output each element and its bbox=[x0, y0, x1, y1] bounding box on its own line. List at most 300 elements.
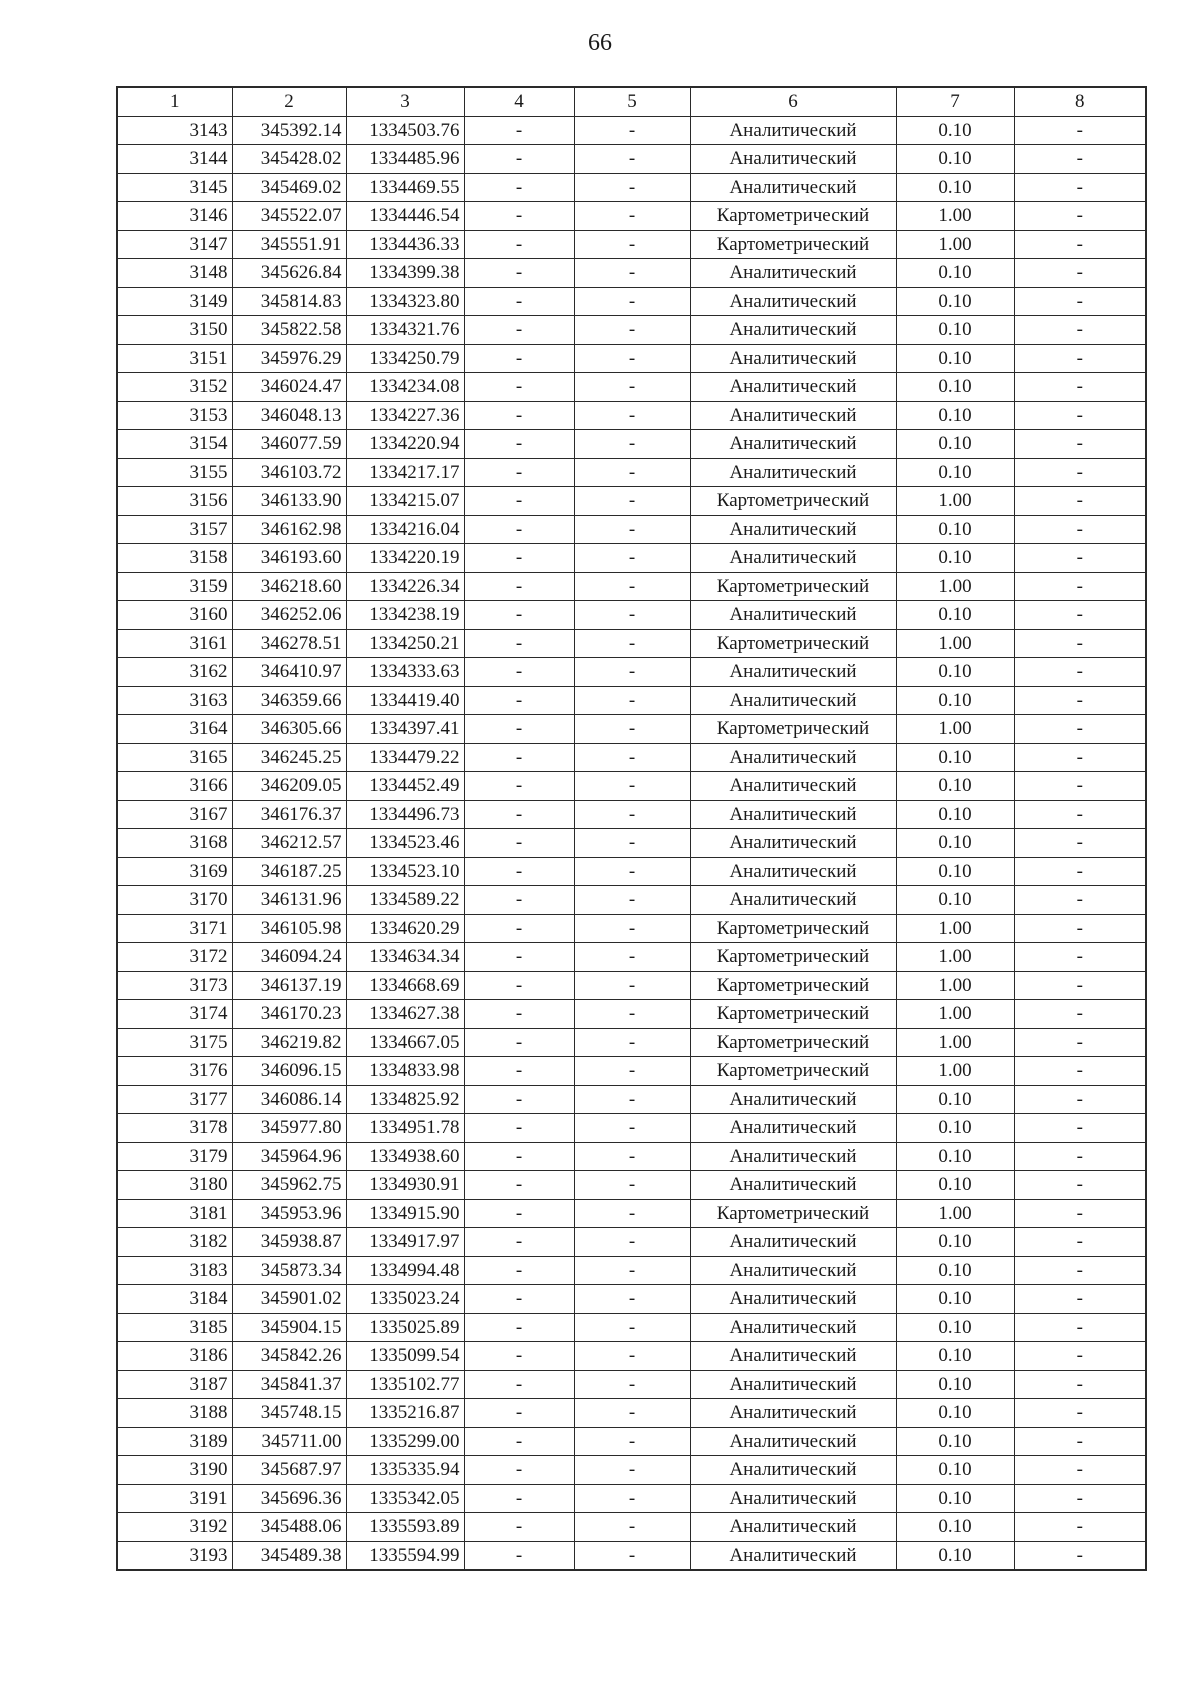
cell-col-4: - bbox=[464, 601, 574, 630]
cell-accuracy: 0.10 bbox=[896, 544, 1014, 573]
cell-x-coordinate: 346176.37 bbox=[232, 800, 346, 829]
cell-col-8: - bbox=[1014, 1256, 1146, 1285]
cell-col-4: - bbox=[464, 401, 574, 430]
cell-y-coordinate: 1334250.79 bbox=[346, 344, 464, 373]
cell-y-coordinate: 1334930.91 bbox=[346, 1171, 464, 1200]
cell-col-8: - bbox=[1014, 971, 1146, 1000]
cell-x-coordinate: 345696.36 bbox=[232, 1484, 346, 1513]
cell-y-coordinate: 1334227.36 bbox=[346, 401, 464, 430]
cell-point-number: 3183 bbox=[117, 1256, 232, 1285]
cell-method: Аналитический bbox=[690, 373, 896, 402]
cell-point-number: 3164 bbox=[117, 715, 232, 744]
table-row bbox=[117, 202, 1146, 231]
cell-x-coordinate: 346024.47 bbox=[232, 373, 346, 402]
cell-col-8: - bbox=[1014, 401, 1146, 430]
cell-col-8: - bbox=[1014, 1399, 1146, 1428]
cell-col-8: - bbox=[1014, 116, 1146, 145]
cell-x-coordinate: 346193.60 bbox=[232, 544, 346, 573]
cell-point-number: 3172 bbox=[117, 943, 232, 972]
cell-col-4: - bbox=[464, 1000, 574, 1029]
cell-method: Аналитический bbox=[690, 1342, 896, 1371]
cell-col-5: - bbox=[574, 1000, 690, 1029]
cell-y-coordinate: 1334668.69 bbox=[346, 971, 464, 1000]
cell-accuracy: 0.10 bbox=[896, 458, 1014, 487]
cell-y-coordinate: 1334323.80 bbox=[346, 287, 464, 316]
cell-method: Аналитический bbox=[690, 658, 896, 687]
cell-col-5: - bbox=[574, 857, 690, 886]
cell-y-coordinate: 1334503.76 bbox=[346, 116, 464, 145]
cell-y-coordinate: 1334523.10 bbox=[346, 857, 464, 886]
cell-col-4: - bbox=[464, 829, 574, 858]
cell-col-8: - bbox=[1014, 344, 1146, 373]
cell-col-5: - bbox=[574, 800, 690, 829]
cell-method: Аналитический bbox=[690, 515, 896, 544]
cell-col-5: - bbox=[574, 1199, 690, 1228]
cell-x-coordinate: 346359.66 bbox=[232, 686, 346, 715]
cell-col-5: - bbox=[574, 458, 690, 487]
cell-y-coordinate: 1334496.73 bbox=[346, 800, 464, 829]
cell-col-8: - bbox=[1014, 857, 1146, 886]
cell-x-coordinate: 346278.51 bbox=[232, 629, 346, 658]
table-row bbox=[117, 1427, 1146, 1456]
cell-x-coordinate: 345626.84 bbox=[232, 259, 346, 288]
cell-col-8: - bbox=[1014, 1057, 1146, 1086]
cell-col-5: - bbox=[574, 116, 690, 145]
cell-col-5: - bbox=[574, 1513, 690, 1542]
cell-method: Аналитический bbox=[690, 829, 896, 858]
cell-accuracy: 0.10 bbox=[896, 886, 1014, 915]
cell-point-number: 3169 bbox=[117, 857, 232, 886]
cell-method: Аналитический bbox=[690, 1228, 896, 1257]
cell-col-8: - bbox=[1014, 145, 1146, 174]
cell-col-5: - bbox=[574, 1142, 690, 1171]
table-row bbox=[117, 515, 1146, 544]
cell-accuracy: 0.10 bbox=[896, 1285, 1014, 1314]
cell-col-8: - bbox=[1014, 1342, 1146, 1371]
cell-y-coordinate: 1334238.19 bbox=[346, 601, 464, 630]
cell-y-coordinate: 1335594.99 bbox=[346, 1541, 464, 1570]
table-row bbox=[117, 344, 1146, 373]
cell-point-number: 3185 bbox=[117, 1313, 232, 1342]
cell-col-8: - bbox=[1014, 373, 1146, 402]
cell-accuracy: 0.10 bbox=[896, 515, 1014, 544]
cell-col-5: - bbox=[574, 1399, 690, 1428]
cell-col-4: - bbox=[464, 1057, 574, 1086]
cell-x-coordinate: 346048.13 bbox=[232, 401, 346, 430]
cell-col-4: - bbox=[464, 1513, 574, 1542]
cell-col-5: - bbox=[574, 344, 690, 373]
cell-y-coordinate: 1334220.19 bbox=[346, 544, 464, 573]
cell-point-number: 3144 bbox=[117, 145, 232, 174]
cell-point-number: 3165 bbox=[117, 743, 232, 772]
cell-x-coordinate: 345822.58 bbox=[232, 316, 346, 345]
cell-x-coordinate: 346103.72 bbox=[232, 458, 346, 487]
cell-x-coordinate: 346077.59 bbox=[232, 430, 346, 459]
table-row bbox=[117, 1484, 1146, 1513]
cell-accuracy: 1.00 bbox=[896, 1028, 1014, 1057]
cell-col-4: - bbox=[464, 914, 574, 943]
cell-point-number: 3146 bbox=[117, 202, 232, 231]
table-row bbox=[117, 116, 1146, 145]
cell-col-8: - bbox=[1014, 1313, 1146, 1342]
cell-col-5: - bbox=[574, 1114, 690, 1143]
cell-point-number: 3190 bbox=[117, 1456, 232, 1485]
cell-x-coordinate: 346252.06 bbox=[232, 601, 346, 630]
cell-col-4: - bbox=[464, 145, 574, 174]
cell-accuracy: 0.10 bbox=[896, 373, 1014, 402]
cell-accuracy: 0.10 bbox=[896, 601, 1014, 630]
cell-point-number: 3150 bbox=[117, 316, 232, 345]
table-row bbox=[117, 1342, 1146, 1371]
cell-col-5: - bbox=[574, 544, 690, 573]
cell-accuracy: 0.10 bbox=[896, 1256, 1014, 1285]
cell-method: Картометрический bbox=[690, 1057, 896, 1086]
cell-col-4: - bbox=[464, 1228, 574, 1257]
cell-col-5: - bbox=[574, 1228, 690, 1257]
cell-point-number: 3178 bbox=[117, 1114, 232, 1143]
cell-col-4: - bbox=[464, 1399, 574, 1428]
cell-method: Картометрический bbox=[690, 572, 896, 601]
cell-method: Аналитический bbox=[690, 1541, 896, 1570]
coordinates-table bbox=[116, 86, 1147, 1571]
cell-y-coordinate: 1334627.38 bbox=[346, 1000, 464, 1029]
cell-y-coordinate: 1334915.90 bbox=[346, 1199, 464, 1228]
cell-col-8: - bbox=[1014, 772, 1146, 801]
table-row bbox=[117, 1456, 1146, 1485]
cell-y-coordinate: 1334234.08 bbox=[346, 373, 464, 402]
cell-x-coordinate: 346187.25 bbox=[232, 857, 346, 886]
cell-accuracy: 0.10 bbox=[896, 658, 1014, 687]
cell-accuracy: 0.10 bbox=[896, 686, 1014, 715]
cell-accuracy: 1.00 bbox=[896, 202, 1014, 231]
cell-x-coordinate: 345489.38 bbox=[232, 1541, 346, 1570]
cell-col-4: - bbox=[464, 857, 574, 886]
cell-method: Аналитический bbox=[690, 772, 896, 801]
cell-y-coordinate: 1334226.34 bbox=[346, 572, 464, 601]
cell-col-4: - bbox=[464, 658, 574, 687]
cell-x-coordinate: 345953.96 bbox=[232, 1199, 346, 1228]
column-header-3: 3 bbox=[346, 87, 464, 116]
cell-x-coordinate: 345904.15 bbox=[232, 1313, 346, 1342]
cell-method: Картометрический bbox=[690, 1199, 896, 1228]
table-body bbox=[117, 116, 1146, 1570]
cell-accuracy: 0.10 bbox=[896, 430, 1014, 459]
cell-x-coordinate: 345977.80 bbox=[232, 1114, 346, 1143]
cell-method: Аналитический bbox=[690, 686, 896, 715]
cell-col-8: - bbox=[1014, 259, 1146, 288]
cell-y-coordinate: 1335023.24 bbox=[346, 1285, 464, 1314]
cell-col-8: - bbox=[1014, 430, 1146, 459]
cell-accuracy: 1.00 bbox=[896, 629, 1014, 658]
cell-method: Аналитический bbox=[690, 1313, 896, 1342]
cell-method: Аналитический bbox=[690, 1484, 896, 1513]
cell-col-5: - bbox=[574, 829, 690, 858]
cell-col-8: - bbox=[1014, 1228, 1146, 1257]
cell-method: Аналитический bbox=[690, 259, 896, 288]
table-row bbox=[117, 1399, 1146, 1428]
cell-accuracy: 0.10 bbox=[896, 1399, 1014, 1428]
cell-col-4: - bbox=[464, 1370, 574, 1399]
cell-col-5: - bbox=[574, 914, 690, 943]
cell-col-5: - bbox=[574, 316, 690, 345]
cell-y-coordinate: 1334479.22 bbox=[346, 743, 464, 772]
cell-method: Аналитический bbox=[690, 1256, 896, 1285]
table-row bbox=[117, 1199, 1146, 1228]
cell-col-4: - bbox=[464, 1114, 574, 1143]
cell-point-number: 3158 bbox=[117, 544, 232, 573]
cell-col-8: - bbox=[1014, 601, 1146, 630]
cell-method: Аналитический bbox=[690, 1456, 896, 1485]
cell-col-5: - bbox=[574, 202, 690, 231]
cell-point-number: 3188 bbox=[117, 1399, 232, 1428]
cell-col-8: - bbox=[1014, 173, 1146, 202]
cell-y-coordinate: 1334917.97 bbox=[346, 1228, 464, 1257]
cell-col-8: - bbox=[1014, 1142, 1146, 1171]
cell-accuracy: 0.10 bbox=[896, 1342, 1014, 1371]
cell-col-4: - bbox=[464, 344, 574, 373]
table-row bbox=[117, 1370, 1146, 1399]
cell-y-coordinate: 1334436.33 bbox=[346, 230, 464, 259]
cell-method: Аналитический bbox=[690, 886, 896, 915]
cell-method: Аналитический bbox=[690, 173, 896, 202]
cell-col-5: - bbox=[574, 1484, 690, 1513]
cell-col-8: - bbox=[1014, 1199, 1146, 1228]
cell-y-coordinate: 1334589.22 bbox=[346, 886, 464, 915]
column-header-5: 5 bbox=[574, 87, 690, 116]
cell-col-8: - bbox=[1014, 629, 1146, 658]
cell-point-number: 3152 bbox=[117, 373, 232, 402]
cell-point-number: 3189 bbox=[117, 1427, 232, 1456]
cell-col-8: - bbox=[1014, 943, 1146, 972]
column-header-6: 6 bbox=[690, 87, 896, 116]
cell-col-5: - bbox=[574, 430, 690, 459]
cell-col-4: - bbox=[464, 1313, 574, 1342]
table-row bbox=[117, 287, 1146, 316]
table-row bbox=[117, 373, 1146, 402]
table-row bbox=[117, 914, 1146, 943]
cell-col-5: - bbox=[574, 572, 690, 601]
cell-method: Аналитический bbox=[690, 1370, 896, 1399]
column-header-2: 2 bbox=[232, 87, 346, 116]
cell-col-5: - bbox=[574, 715, 690, 744]
table-row bbox=[117, 1057, 1146, 1086]
cell-point-number: 3192 bbox=[117, 1513, 232, 1542]
cell-y-coordinate: 1334620.29 bbox=[346, 914, 464, 943]
cell-col-5: - bbox=[574, 173, 690, 202]
table-row bbox=[117, 572, 1146, 601]
cell-col-5: - bbox=[574, 1285, 690, 1314]
cell-method: Аналитический bbox=[690, 743, 896, 772]
cell-accuracy: 0.10 bbox=[896, 316, 1014, 345]
table-row bbox=[117, 145, 1146, 174]
cell-x-coordinate: 345711.00 bbox=[232, 1427, 346, 1456]
cell-col-5: - bbox=[574, 971, 690, 1000]
cell-point-number: 3180 bbox=[117, 1171, 232, 1200]
cell-col-8: - bbox=[1014, 572, 1146, 601]
cell-x-coordinate: 346137.19 bbox=[232, 971, 346, 1000]
cell-col-4: - bbox=[464, 1256, 574, 1285]
cell-accuracy: 1.00 bbox=[896, 1199, 1014, 1228]
table-row bbox=[117, 1114, 1146, 1143]
cell-accuracy: 0.10 bbox=[896, 743, 1014, 772]
cell-point-number: 3162 bbox=[117, 658, 232, 687]
cell-col-4: - bbox=[464, 515, 574, 544]
cell-accuracy: 0.10 bbox=[896, 1456, 1014, 1485]
cell-col-8: - bbox=[1014, 1028, 1146, 1057]
cell-accuracy: 1.00 bbox=[896, 715, 1014, 744]
table-row bbox=[117, 259, 1146, 288]
cell-point-number: 3184 bbox=[117, 1285, 232, 1314]
cell-point-number: 3157 bbox=[117, 515, 232, 544]
cell-y-coordinate: 1334446.54 bbox=[346, 202, 464, 231]
cell-method: Аналитический bbox=[690, 116, 896, 145]
cell-method: Аналитический bbox=[690, 401, 896, 430]
cell-accuracy: 0.10 bbox=[896, 800, 1014, 829]
cell-y-coordinate: 1334634.34 bbox=[346, 943, 464, 972]
cell-point-number: 3186 bbox=[117, 1342, 232, 1371]
cell-col-5: - bbox=[574, 1427, 690, 1456]
cell-point-number: 3148 bbox=[117, 259, 232, 288]
cell-col-4: - bbox=[464, 943, 574, 972]
cell-point-number: 3159 bbox=[117, 572, 232, 601]
cell-col-5: - bbox=[574, 401, 690, 430]
cell-method: Аналитический bbox=[690, 1285, 896, 1314]
cell-col-5: - bbox=[574, 772, 690, 801]
cell-col-5: - bbox=[574, 658, 690, 687]
cell-x-coordinate: 346162.98 bbox=[232, 515, 346, 544]
cell-col-5: - bbox=[574, 1342, 690, 1371]
cell-col-8: - bbox=[1014, 1085, 1146, 1114]
cell-x-coordinate: 345841.37 bbox=[232, 1370, 346, 1399]
cell-x-coordinate: 345842.26 bbox=[232, 1342, 346, 1371]
cell-point-number: 3153 bbox=[117, 401, 232, 430]
cell-accuracy: 1.00 bbox=[896, 914, 1014, 943]
cell-point-number: 3145 bbox=[117, 173, 232, 202]
table-row bbox=[117, 829, 1146, 858]
cell-x-coordinate: 345488.06 bbox=[232, 1513, 346, 1542]
cell-point-number: 3173 bbox=[117, 971, 232, 1000]
cell-point-number: 3155 bbox=[117, 458, 232, 487]
table-row bbox=[117, 1085, 1146, 1114]
cell-y-coordinate: 1334333.63 bbox=[346, 658, 464, 687]
cell-col-5: - bbox=[574, 686, 690, 715]
cell-method: Картометрический bbox=[690, 230, 896, 259]
cell-point-number: 3193 bbox=[117, 1541, 232, 1570]
cell-y-coordinate: 1335593.89 bbox=[346, 1513, 464, 1542]
cell-y-coordinate: 1334469.55 bbox=[346, 173, 464, 202]
cell-point-number: 3167 bbox=[117, 800, 232, 829]
cell-method: Картометрический bbox=[690, 629, 896, 658]
cell-y-coordinate: 1335299.00 bbox=[346, 1427, 464, 1456]
cell-y-coordinate: 1334321.76 bbox=[346, 316, 464, 345]
cell-col-5: - bbox=[574, 287, 690, 316]
cell-col-4: - bbox=[464, 629, 574, 658]
table-row bbox=[117, 1171, 1146, 1200]
cell-method: Аналитический bbox=[690, 1399, 896, 1428]
cell-x-coordinate: 345392.14 bbox=[232, 116, 346, 145]
table-row bbox=[117, 1285, 1146, 1314]
cell-col-8: - bbox=[1014, 743, 1146, 772]
cell-col-8: - bbox=[1014, 686, 1146, 715]
cell-y-coordinate: 1334419.40 bbox=[346, 686, 464, 715]
cell-accuracy: 0.10 bbox=[896, 401, 1014, 430]
cell-x-coordinate: 345551.91 bbox=[232, 230, 346, 259]
cell-accuracy: 0.10 bbox=[896, 829, 1014, 858]
cell-point-number: 3163 bbox=[117, 686, 232, 715]
cell-y-coordinate: 1335025.89 bbox=[346, 1313, 464, 1342]
cell-col-5: - bbox=[574, 743, 690, 772]
cell-y-coordinate: 1335216.87 bbox=[346, 1399, 464, 1428]
column-header-7: 7 bbox=[896, 87, 1014, 116]
cell-x-coordinate: 345469.02 bbox=[232, 173, 346, 202]
cell-accuracy: 0.10 bbox=[896, 1085, 1014, 1114]
cell-point-number: 3149 bbox=[117, 287, 232, 316]
cell-col-5: - bbox=[574, 886, 690, 915]
cell-y-coordinate: 1334216.04 bbox=[346, 515, 464, 544]
cell-y-coordinate: 1334667.05 bbox=[346, 1028, 464, 1057]
cell-x-coordinate: 346218.60 bbox=[232, 572, 346, 601]
cell-col-8: - bbox=[1014, 800, 1146, 829]
table-row bbox=[117, 686, 1146, 715]
cell-col-5: - bbox=[574, 515, 690, 544]
cell-col-4: - bbox=[464, 173, 574, 202]
cell-col-4: - bbox=[464, 373, 574, 402]
cell-x-coordinate: 346410.97 bbox=[232, 658, 346, 687]
cell-point-number: 3176 bbox=[117, 1057, 232, 1086]
cell-accuracy: 0.10 bbox=[896, 857, 1014, 886]
cell-accuracy: 0.10 bbox=[896, 1484, 1014, 1513]
cell-accuracy: 0.10 bbox=[896, 259, 1014, 288]
column-header-1: 1 bbox=[117, 87, 232, 116]
cell-point-number: 3174 bbox=[117, 1000, 232, 1029]
cell-col-8: - bbox=[1014, 886, 1146, 915]
cell-col-5: - bbox=[574, 259, 690, 288]
cell-col-8: - bbox=[1014, 715, 1146, 744]
cell-x-coordinate: 345814.83 bbox=[232, 287, 346, 316]
cell-point-number: 3161 bbox=[117, 629, 232, 658]
cell-col-8: - bbox=[1014, 202, 1146, 231]
cell-accuracy: 0.10 bbox=[896, 772, 1014, 801]
cell-point-number: 3191 bbox=[117, 1484, 232, 1513]
cell-y-coordinate: 1334951.78 bbox=[346, 1114, 464, 1143]
cell-point-number: 3151 bbox=[117, 344, 232, 373]
cell-col-5: - bbox=[574, 601, 690, 630]
cell-accuracy: 0.10 bbox=[896, 1114, 1014, 1143]
table-row bbox=[117, 800, 1146, 829]
cell-col-5: - bbox=[574, 1313, 690, 1342]
table-row bbox=[117, 1000, 1146, 1029]
cell-method: Аналитический bbox=[690, 800, 896, 829]
cell-col-5: - bbox=[574, 1456, 690, 1485]
cell-x-coordinate: 346131.96 bbox=[232, 886, 346, 915]
table-row bbox=[117, 601, 1146, 630]
cell-method: Аналитический bbox=[690, 344, 896, 373]
cell-accuracy: 0.10 bbox=[896, 1370, 1014, 1399]
cell-col-4: - bbox=[464, 1342, 574, 1371]
cell-point-number: 3154 bbox=[117, 430, 232, 459]
cell-col-4: - bbox=[464, 259, 574, 288]
table-row bbox=[117, 1256, 1146, 1285]
cell-col-8: - bbox=[1014, 1370, 1146, 1399]
cell-point-number: 3177 bbox=[117, 1085, 232, 1114]
cell-method: Аналитический bbox=[690, 1171, 896, 1200]
cell-x-coordinate: 346086.14 bbox=[232, 1085, 346, 1114]
cell-x-coordinate: 345428.02 bbox=[232, 145, 346, 174]
cell-col-5: - bbox=[574, 1541, 690, 1570]
cell-y-coordinate: 1334397.41 bbox=[346, 715, 464, 744]
cell-y-coordinate: 1334250.21 bbox=[346, 629, 464, 658]
cell-col-8: - bbox=[1014, 1171, 1146, 1200]
